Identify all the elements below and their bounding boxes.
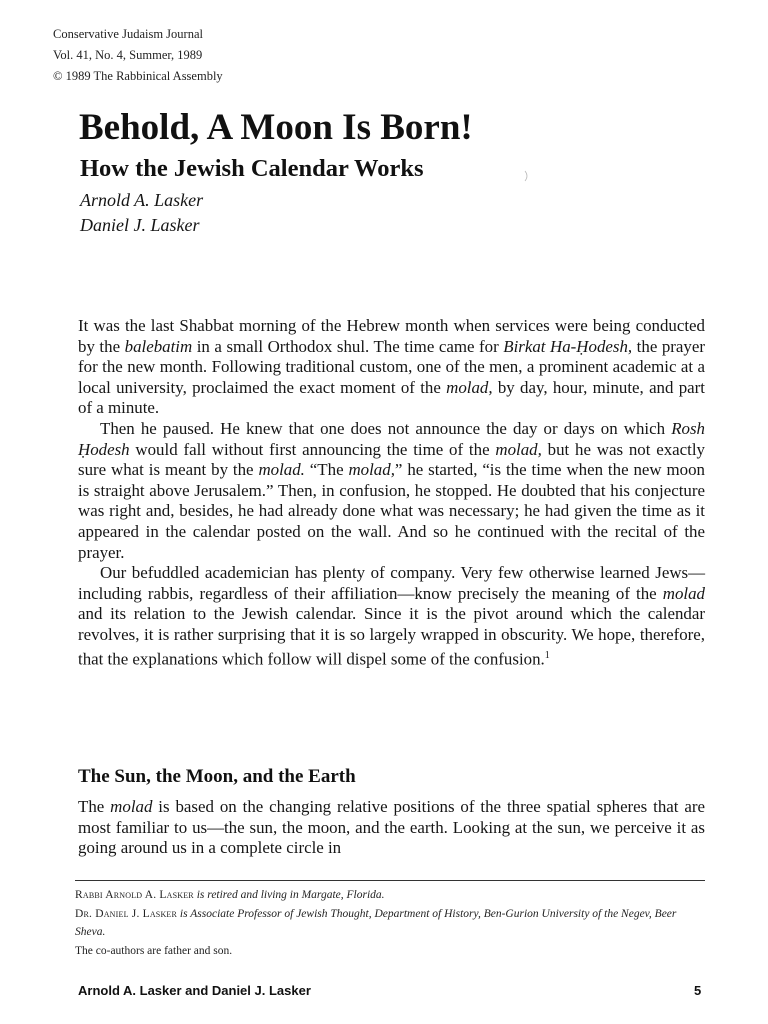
footnote-marker: 1 xyxy=(544,649,550,661)
author-name: Daniel J. Lasker xyxy=(80,215,200,235)
text-run: The xyxy=(78,797,111,816)
text-run: in a small Orthodox shul. The time came for xyxy=(192,336,504,356)
text-run: Our befuddled academician has plenty of company. Very few otherwise learned Jews—including rabbis, regardless of their affiliation—know precisely the meaning of the xyxy=(78,563,705,603)
page-number: 5 xyxy=(694,983,702,998)
text-run: is based on the changing relative positions of the three spatial spheres that are most familiar to us—the sun, the moon, and the earth. Looking at the sun, we perceive it as going around us in a complete circle in xyxy=(78,797,706,858)
article-subtitle: How the Jewish Calendar Works xyxy=(80,155,424,182)
author-credit: Rabbi Arnold A. Lasker xyxy=(75,889,194,901)
article-title: Behold, A Moon Is Born! xyxy=(79,107,473,148)
author-credit: Dr. Daniel J. Lasker xyxy=(75,907,178,920)
italic-term: Rosh Ḥodesh xyxy=(78,418,705,459)
section-text xyxy=(78,797,705,859)
text-run: “The xyxy=(304,460,349,480)
italic-term: molad, xyxy=(348,460,395,480)
journal-name: Conservative Judaism Journal xyxy=(53,27,203,41)
italic-term: Birkat Ha-Ḥodesh, xyxy=(503,336,633,356)
text-run: Then he paused. He knew that one does not announce the day or days on which xyxy=(100,418,672,438)
text-run: but he was not exactly sure what is meant by the xyxy=(78,439,705,480)
author-bio: is retired and living in Margate, Florida. xyxy=(196,889,385,901)
author-note xyxy=(75,886,707,905)
italic-term: molad, xyxy=(495,439,542,459)
footnotes xyxy=(75,886,707,960)
paragraph xyxy=(78,563,705,670)
text-run: by day, hour, minute, and part of a minute. xyxy=(78,377,706,418)
intro-text xyxy=(78,316,705,670)
journal-copyright: © 1989 The Rabbinical Assembly xyxy=(53,69,223,83)
relation-note: The co-authors are father and son. xyxy=(75,944,233,957)
paragraph xyxy=(78,419,705,563)
author-name: Arnold A. Lasker xyxy=(80,190,204,210)
text-run: the prayer for the new month. Following traditional custom, one of the men, a prominent academic at a local university, proclaimed the exact moment of the xyxy=(78,336,705,397)
author-note xyxy=(75,905,707,942)
italic-term: balebatim xyxy=(124,336,193,356)
italic-term: molad, xyxy=(446,377,493,397)
italic-term: molad. xyxy=(258,460,305,480)
text-run: It was the last Shabbat morning of the Hebrew month when services were being conducted by the xyxy=(78,316,705,356)
italic-term: molad xyxy=(110,797,153,816)
text-run: ” he started, “is the time when the new moon is straight above Jerusalem.” Then, in confusion, he stopped. He doubted that his conjecture was right and, besides, he had already done what was necessary; he had given the time as it appeared in the calendar posted on the wall. And so he continued with the recital of the prayer. xyxy=(78,460,705,562)
paragraph xyxy=(78,316,705,419)
journal-issue: Vol. 41, No. 4, Summer, 1989 xyxy=(53,48,203,62)
section-heading: The Sun, the Moon, and the Earth xyxy=(78,766,356,787)
text-run: would fall without first announcing the time of the xyxy=(129,439,496,459)
scan-mark xyxy=(522,168,532,184)
journal-info xyxy=(53,24,223,87)
footnote-divider xyxy=(75,880,705,881)
running-footer: Arnold A. Lasker and Daniel J. Lasker xyxy=(78,983,311,998)
author-list xyxy=(80,188,203,238)
text-run: and its relation to the Jewish calendar. Since it is the pivot around which the calendar revolves, it is rather surprising that it is so largely wrapped in obscurity. We hope, therefore, that the explanations which follow will dispel some of the confusion. xyxy=(78,604,705,669)
author-bio: is Associate Professor of Jewish Thought, Department of History, Ben-Gurion University of the Negev, Beer Sheva. xyxy=(75,907,677,938)
italic-term: molad xyxy=(662,583,705,603)
paragraph xyxy=(78,797,705,859)
